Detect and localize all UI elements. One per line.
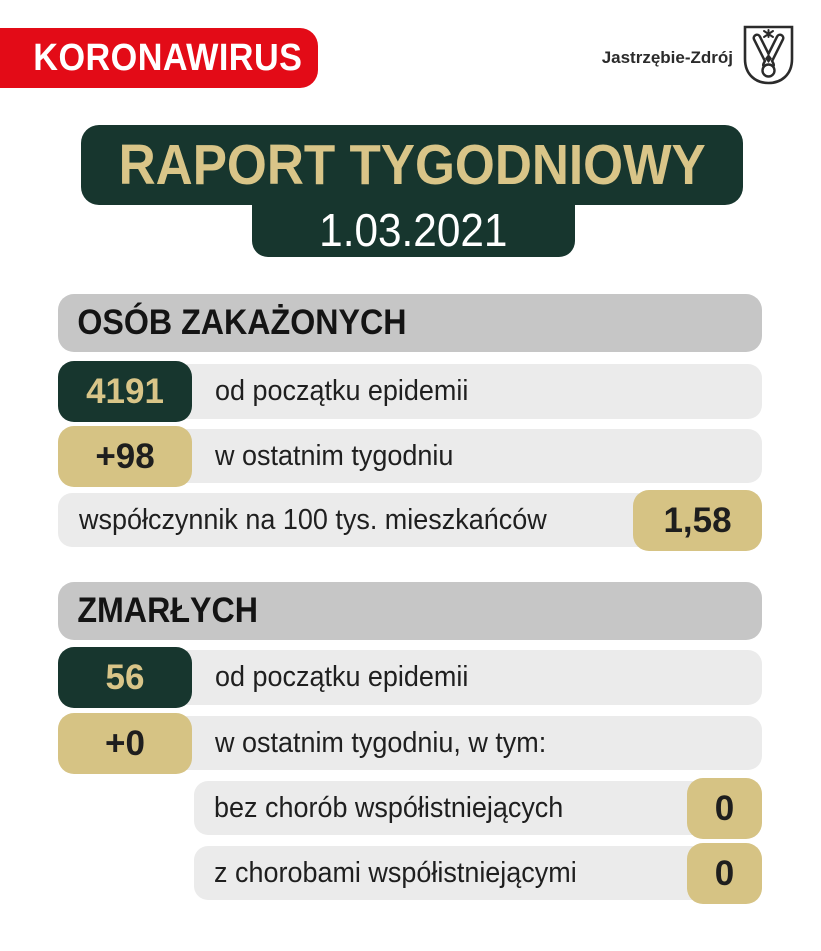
- section-header-infected: [58, 294, 762, 352]
- city-crest-icon: [742, 24, 795, 91]
- stat-value: 1,58: [663, 500, 732, 540]
- report-date: 1.03.2021: [319, 204, 508, 256]
- coronavirus-badge-label: KORONAWIRUS: [33, 36, 303, 79]
- stat-value: +98: [95, 436, 155, 476]
- stat-label: w ostatnim tygodniu: [215, 439, 454, 472]
- stat-label: bez chorób współistniejących: [214, 791, 564, 824]
- stat-row-infected-total: [58, 364, 762, 419]
- stat-value: +0: [105, 723, 145, 763]
- stat-label: od początku epidemii: [215, 375, 469, 407]
- stat-badge-infected-rate: [633, 490, 762, 551]
- report-title: RAPORT TYGODNIOWY: [118, 133, 706, 197]
- stat-value: 0: [714, 853, 735, 893]
- stat-badge-deaths-week: [58, 713, 192, 774]
- report-title-banner: [81, 125, 743, 205]
- section-title: OSÓB ZAKAŻONYCH: [77, 303, 407, 342]
- city-logo: [602, 26, 795, 89]
- stat-label: z chorobami współistniejącymi: [214, 856, 577, 889]
- stat-row-infected-rate: [58, 493, 762, 547]
- section-title: ZMARŁYCH: [77, 591, 258, 630]
- stat-badge-deaths-with-comorbidities: [687, 843, 762, 904]
- stat-label: od początku epidemii: [215, 661, 469, 693]
- coronavirus-badge: [0, 28, 318, 88]
- stat-row-deaths-total: [58, 650, 762, 705]
- stat-badge-infected-total: [58, 361, 192, 422]
- stat-label: współczynnik na 100 tys. mieszkańców: [79, 503, 547, 536]
- stat-value: 56: [105, 657, 145, 697]
- stat-row-deaths-with-comorbidities: [194, 846, 762, 900]
- stat-row-deaths-no-comorbidities: [194, 781, 762, 835]
- stat-badge-deaths-total: [58, 647, 192, 708]
- stat-row-deaths-week: [58, 716, 762, 770]
- stat-row-infected-week: [58, 429, 762, 483]
- report-date-banner: [252, 203, 575, 257]
- section-header-deaths: [58, 582, 762, 640]
- stat-value: 0: [714, 788, 735, 828]
- stat-label: w ostatnim tygodniu, w tym:: [215, 726, 547, 759]
- stat-badge-deaths-no-comorbidities: [687, 778, 762, 839]
- stat-badge-infected-week: [58, 426, 192, 487]
- stat-value: 4191: [86, 371, 164, 411]
- city-name-label: Jastrzębie-Zdrój: [601, 47, 733, 67]
